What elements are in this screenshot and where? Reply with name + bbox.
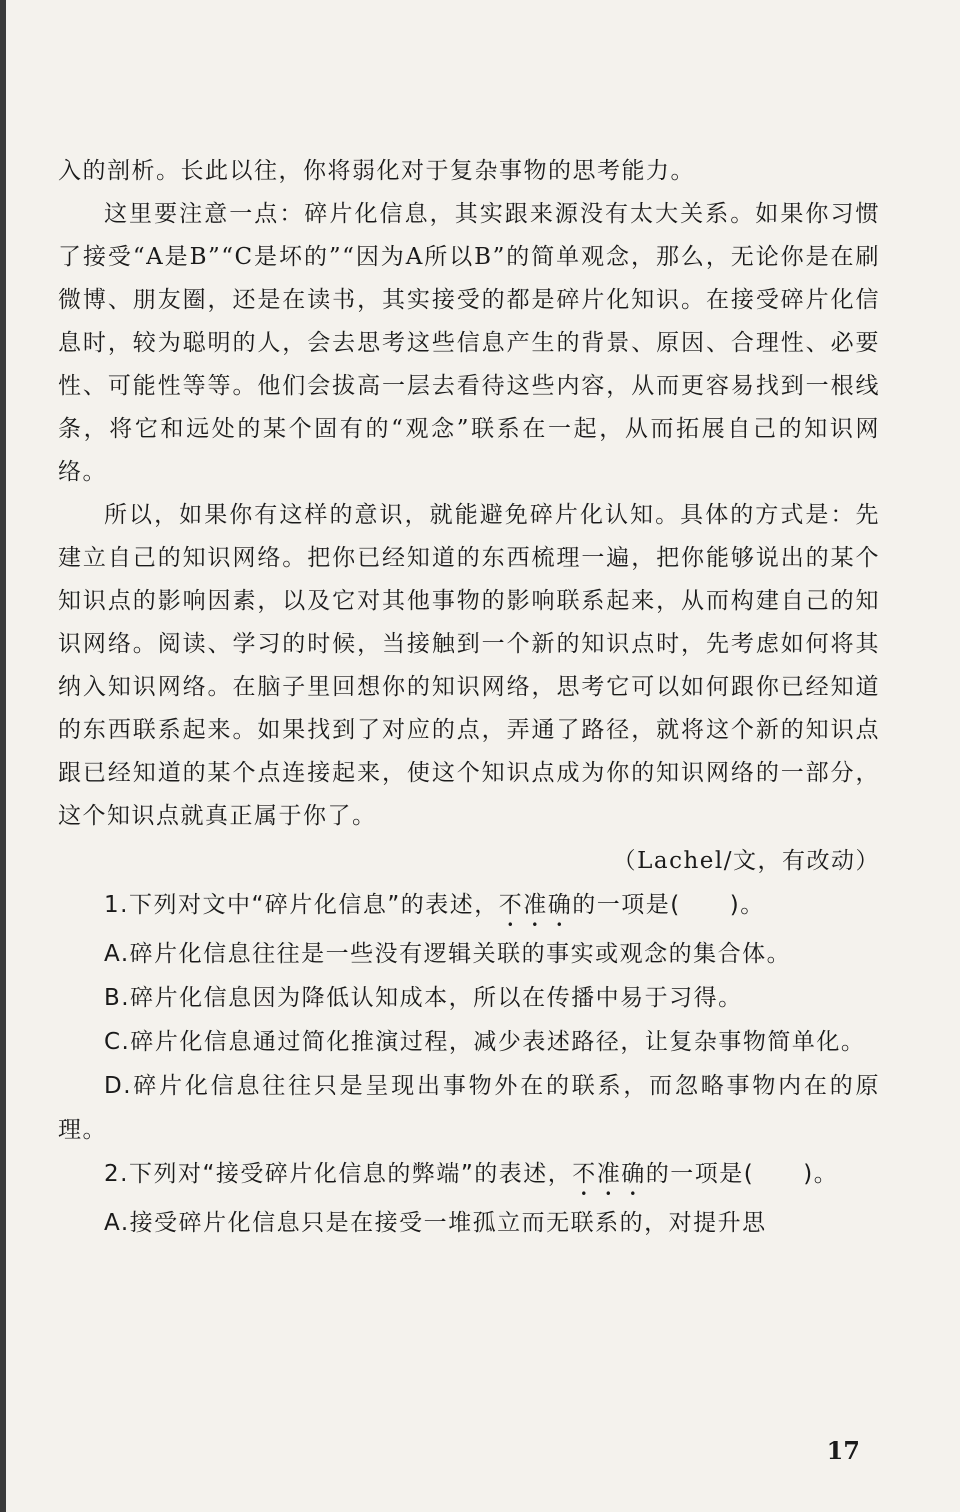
question-1-text: 1.下列对文中“碎片化信息”的表述， [104, 892, 499, 918]
question-2-tail: 的一项是( )。 [645, 1161, 839, 1187]
passage-paragraph-1: 这里要注意一点：碎片化信息，其实跟来源没有太大关系。如果你习惯了接受“A是B”“C是坏的”“因为A所以B”的简单观念，那么，无论你是在刷微博、朋友圈，还是在读书，其实接受的都是碎片化知识。在接受碎片化信息时，较为聪明的人，会去思考这些信息产生的背景、原因、合理性、必要性、可能性等等。他们会拔高一层去看待这些内容，从而更容易找到一根线条，将它和远处的某个固有的“观念”联系在一起，从而拓展自己的知识网络。 [58, 201, 880, 485]
passage-paragraph-2: 所以，如果你有这样的意识，就能避免碎片化认知。具体的方式是：先建立自己的知识网络。把你已经知道的东西梳理一遍，把你能够说出的某个知识点的影响因素，以及它对其他事物的影响联系起来，从而构建自己的知识网络。阅读、学习的时候，当接触到一个新的知识点时，先考虑如何将其纳入知识网络。在脑子里回想你的知识网络，思考它可以如何跟你已经知道的东西联系起来。如果找到了对应的点，弄通了路径，就将这个新的知识点跟已经知道的某个点连接起来，使这个知识点成为你的知识网络的一部分，这个知识点就真正属于你了。 [58, 502, 880, 829]
question-1-option-c: C.碎片化信息通过简化推演过程，减少表述路径，让复杂事物简单化。 [104, 1029, 866, 1055]
question-1-option-b: B.碎片化信息因为降低认知成本，所以在传播中易于习得。 [104, 985, 743, 1011]
question-1-option-d: D.碎片化信息往往只是呈现出事物外在的联系，而忽略事物内在的原理。 [58, 1073, 880, 1143]
question-2-option-a: A.接受碎片化信息只是在接受一堆孤立而无联系的，对提升思 [104, 1210, 767, 1236]
page-binding-edge [0, 0, 6, 1512]
question-1 [58, 883, 880, 932]
passage-source: （Lachel/文，有改动） [612, 848, 880, 874]
question-1-tail: 的一项是( )。 [572, 892, 765, 918]
question-1-option-a: A.碎片化信息往往是一些没有逻辑关联的事实或观念的集合体。 [104, 941, 792, 967]
passage-paragraph-continued: 入的剖析。长此以往，你将弱化对于复杂事物的思考能力。 [58, 158, 695, 184]
question-2-emphasis: 不准确 [572, 1161, 646, 1187]
question-2 [58, 1152, 880, 1201]
page-content [58, 150, 880, 1245]
question-2-text: 2.下列对“接受碎片化信息的弊端”的表述， [104, 1161, 573, 1187]
questions-section [58, 883, 880, 1245]
page-number: 17 [826, 1436, 860, 1465]
question-1-emphasis: 不准确 [498, 892, 573, 918]
